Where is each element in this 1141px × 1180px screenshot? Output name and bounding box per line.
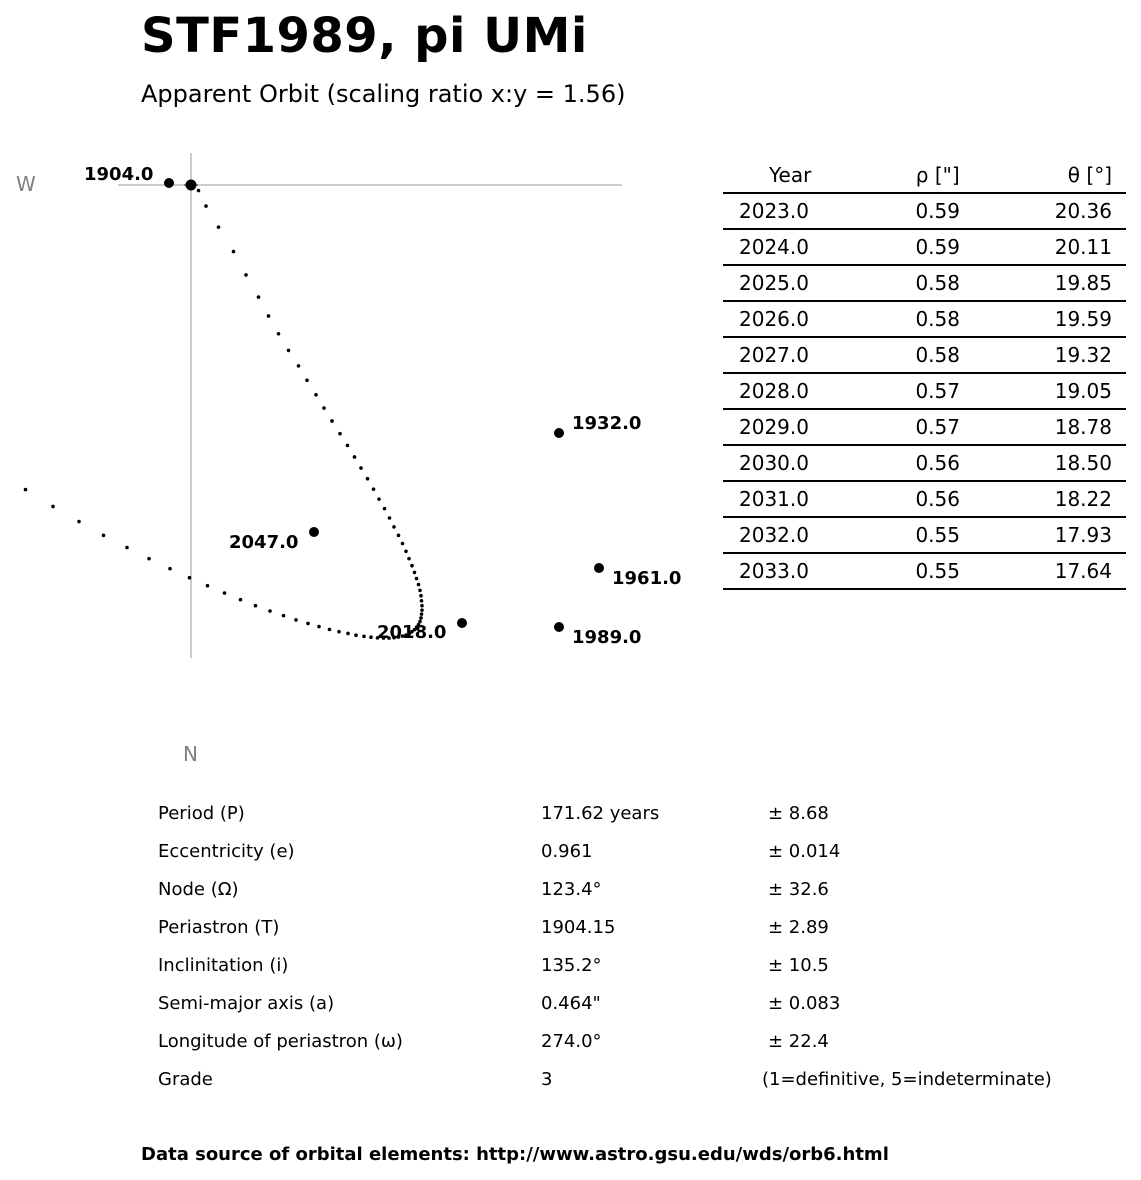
- epoch-label: 2047.0: [229, 532, 299, 553]
- orbit-point: [404, 550, 408, 554]
- ephemeris-row: [723, 229, 1126, 265]
- element-value: 1904.15: [541, 916, 616, 938]
- ephemeris-row: [723, 553, 1126, 589]
- year-cell: 2029.0: [723, 409, 882, 445]
- element-label: Longitude of periastron (ω): [158, 1030, 403, 1052]
- orbit-point: [410, 564, 414, 568]
- year-cell: 2030.0: [723, 445, 882, 481]
- orbit-point: [338, 432, 342, 436]
- orbit-point: [420, 608, 424, 612]
- orbit-point: [346, 444, 350, 448]
- theta-cell: 19.85: [994, 265, 1126, 301]
- epoch-label: 2018.0: [377, 622, 447, 643]
- orbit-point: [24, 488, 28, 492]
- west-axis-label: W: [16, 172, 36, 196]
- orbit-point: [330, 419, 334, 423]
- orbit-point: [305, 379, 309, 383]
- orbit-point: [388, 516, 392, 520]
- rho-cell: 0.58: [882, 337, 994, 373]
- orbit-point: [337, 630, 341, 634]
- element-error: ± 0.083: [768, 992, 841, 1014]
- ephemeris-body: [723, 193, 1126, 589]
- orbit-point: [204, 204, 208, 208]
- epoch-marker: [309, 527, 319, 537]
- orbit-point: [314, 393, 318, 397]
- theta-cell: 20.36: [994, 193, 1126, 229]
- element-row: [150, 984, 1088, 1022]
- epoch-label: 1932.0: [572, 413, 642, 434]
- orbit-point: [51, 505, 55, 509]
- ephemeris-row: [723, 337, 1126, 373]
- epoch-marker: [594, 563, 604, 573]
- orbit-point: [397, 534, 401, 538]
- theta-cell: 19.05: [994, 373, 1126, 409]
- rho-header: ρ ["]: [882, 158, 994, 193]
- epoch-label: 1961.0: [612, 568, 682, 589]
- element-label: Grade: [158, 1068, 213, 1090]
- orbit-point: [401, 542, 405, 546]
- theta-cell: 19.59: [994, 301, 1126, 337]
- rho-cell: 0.58: [882, 301, 994, 337]
- orbit-point: [77, 520, 81, 524]
- epoch-marker: [554, 622, 564, 632]
- theta-header: θ [°]: [994, 158, 1126, 193]
- element-row: [150, 1060, 1088, 1098]
- rho-cell: 0.55: [882, 517, 994, 553]
- orbit-point: [346, 632, 350, 636]
- element-row: [150, 832, 1088, 870]
- orbit-point: [392, 525, 396, 529]
- orbit-point: [413, 571, 417, 575]
- orbit-point: [372, 487, 376, 491]
- orbit-point: [297, 364, 301, 368]
- orbit-point: [306, 622, 310, 626]
- element-value: 171.62 years: [541, 802, 660, 824]
- element-label: Inclinitation (i): [158, 954, 289, 976]
- orbit-point: [419, 616, 423, 620]
- epoch-marker: [457, 618, 467, 628]
- orbit-point: [287, 349, 291, 353]
- orbit-point: [366, 477, 370, 481]
- orbit-dots: [0, 182, 424, 640]
- orbit-point: [359, 466, 363, 470]
- orbit-point: [322, 406, 326, 410]
- element-value: 3: [541, 1068, 553, 1090]
- orbit-point: [168, 567, 172, 571]
- element-value: 0.961: [541, 840, 593, 862]
- element-error: ± 8.68: [768, 802, 829, 824]
- orbit-point: [418, 589, 422, 593]
- orbit-point: [223, 591, 227, 595]
- element-row: [150, 946, 1088, 984]
- orbit-point: [277, 332, 281, 336]
- orbit-point: [383, 507, 387, 511]
- rho-cell: 0.57: [882, 373, 994, 409]
- orbit-point: [419, 594, 423, 598]
- page-subtitle: Apparent Orbit (scaling ratio x:y = 1.56): [141, 80, 626, 108]
- ephemeris-row: [723, 445, 1126, 481]
- ephemeris-row: [723, 517, 1126, 553]
- orbital-elements: [150, 794, 1088, 1098]
- orbit-point: [420, 599, 424, 603]
- element-label: Semi-major axis (a): [158, 992, 335, 1014]
- data-source-footer: Data source of orbital elements: http://www.astro.gsu.edu/wds/orb6.html: [141, 1144, 889, 1165]
- orbit-point: [407, 557, 411, 561]
- element-error: ± 10.5: [768, 954, 829, 976]
- epoch-label: 1989.0: [572, 627, 642, 648]
- element-row: [150, 1022, 1088, 1060]
- orbit-point: [415, 577, 419, 581]
- rho-cell: 0.57: [882, 409, 994, 445]
- ephemeris-row: [723, 481, 1126, 517]
- epoch-label: 1904.0: [84, 164, 154, 185]
- epoch-marker: [554, 428, 564, 438]
- orbit-point: [328, 628, 332, 632]
- orbit-point: [294, 618, 298, 622]
- orbit-point: [254, 604, 258, 608]
- orbit-point: [420, 604, 424, 608]
- element-value: 0.464": [541, 992, 601, 1014]
- year-cell: 2024.0: [723, 229, 882, 265]
- orbit-point: [267, 314, 271, 318]
- year-cell: 2025.0: [723, 265, 882, 301]
- orbit-point: [188, 576, 192, 580]
- rho-cell: 0.59: [882, 229, 994, 265]
- element-label: Period (P): [158, 802, 245, 824]
- rho-cell: 0.56: [882, 481, 994, 517]
- element-row: [150, 870, 1088, 908]
- element-value: 274.0°: [541, 1030, 602, 1052]
- year-header: Year: [723, 158, 882, 193]
- orbit-point: [206, 584, 210, 588]
- page-title: STF1989, pi UMi: [141, 8, 588, 64]
- orbit-point: [420, 612, 424, 616]
- element-label: Periastron (T): [158, 916, 280, 938]
- orbit-point: [377, 497, 381, 501]
- ephemeris-row: [723, 373, 1126, 409]
- element-error: ± 32.6: [768, 878, 829, 900]
- rho-cell: 0.58: [882, 265, 994, 301]
- theta-cell: 19.32: [994, 337, 1126, 373]
- year-cell: 2032.0: [723, 517, 882, 553]
- element-label: Node (Ω): [158, 878, 239, 900]
- epoch-marker: [164, 178, 174, 188]
- orbit-point: [282, 614, 286, 618]
- year-cell: 2033.0: [723, 553, 882, 589]
- year-cell: 2028.0: [723, 373, 882, 409]
- ephemeris-row: [723, 409, 1126, 445]
- ephemeris-header-row: [723, 158, 1126, 193]
- element-value: 123.4°: [541, 878, 602, 900]
- element-error: ± 22.4: [768, 1030, 829, 1052]
- orbit-point: [197, 189, 201, 193]
- theta-cell: 18.50: [994, 445, 1126, 481]
- element-row: [150, 908, 1088, 946]
- orbit-point: [369, 635, 373, 639]
- year-cell: 2026.0: [723, 301, 882, 337]
- theta-cell: 17.93: [994, 517, 1126, 553]
- orbit-point: [239, 598, 243, 602]
- orbit-point: [125, 546, 129, 550]
- orbit-point: [147, 557, 151, 561]
- orbit-point: [354, 633, 358, 637]
- theta-cell: 20.11: [994, 229, 1126, 265]
- ephemeris-row: [723, 265, 1126, 301]
- epoch-marks: [84, 164, 681, 648]
- rho-cell: 0.55: [882, 553, 994, 589]
- element-value: 135.2°: [541, 954, 602, 976]
- year-cell: 2023.0: [723, 193, 882, 229]
- orbit-point: [362, 635, 366, 639]
- ephemeris-row: [723, 301, 1126, 337]
- element-row: [150, 794, 1088, 832]
- element-error: (1=definitive, 5=indeterminate): [762, 1068, 1052, 1090]
- orbit-point: [102, 534, 106, 538]
- orbit-point: [232, 250, 236, 254]
- north-axis-label: N: [183, 742, 198, 766]
- year-cell: 2031.0: [723, 481, 882, 517]
- theta-cell: 17.64: [994, 553, 1126, 589]
- orbit-point: [217, 225, 221, 229]
- rho-cell: 0.59: [882, 193, 994, 229]
- orbit-point: [417, 583, 421, 587]
- rho-cell: 0.56: [882, 445, 994, 481]
- ephemeris-row: [723, 193, 1126, 229]
- orbit-point: [317, 625, 321, 629]
- ephemeris-table: [723, 158, 1126, 590]
- theta-cell: 18.22: [994, 481, 1126, 517]
- element-error: ± 2.89: [768, 916, 829, 938]
- orbit-point: [353, 455, 357, 459]
- element-error: ± 0.014: [768, 840, 841, 862]
- orbit-plot: [0, 0, 720, 790]
- theta-cell: 18.78: [994, 409, 1126, 445]
- orbit-point: [244, 273, 248, 277]
- year-cell: 2027.0: [723, 337, 882, 373]
- orbit-point: [257, 295, 261, 299]
- orbit-point: [268, 609, 272, 613]
- element-label: Eccentricity (e): [158, 840, 295, 862]
